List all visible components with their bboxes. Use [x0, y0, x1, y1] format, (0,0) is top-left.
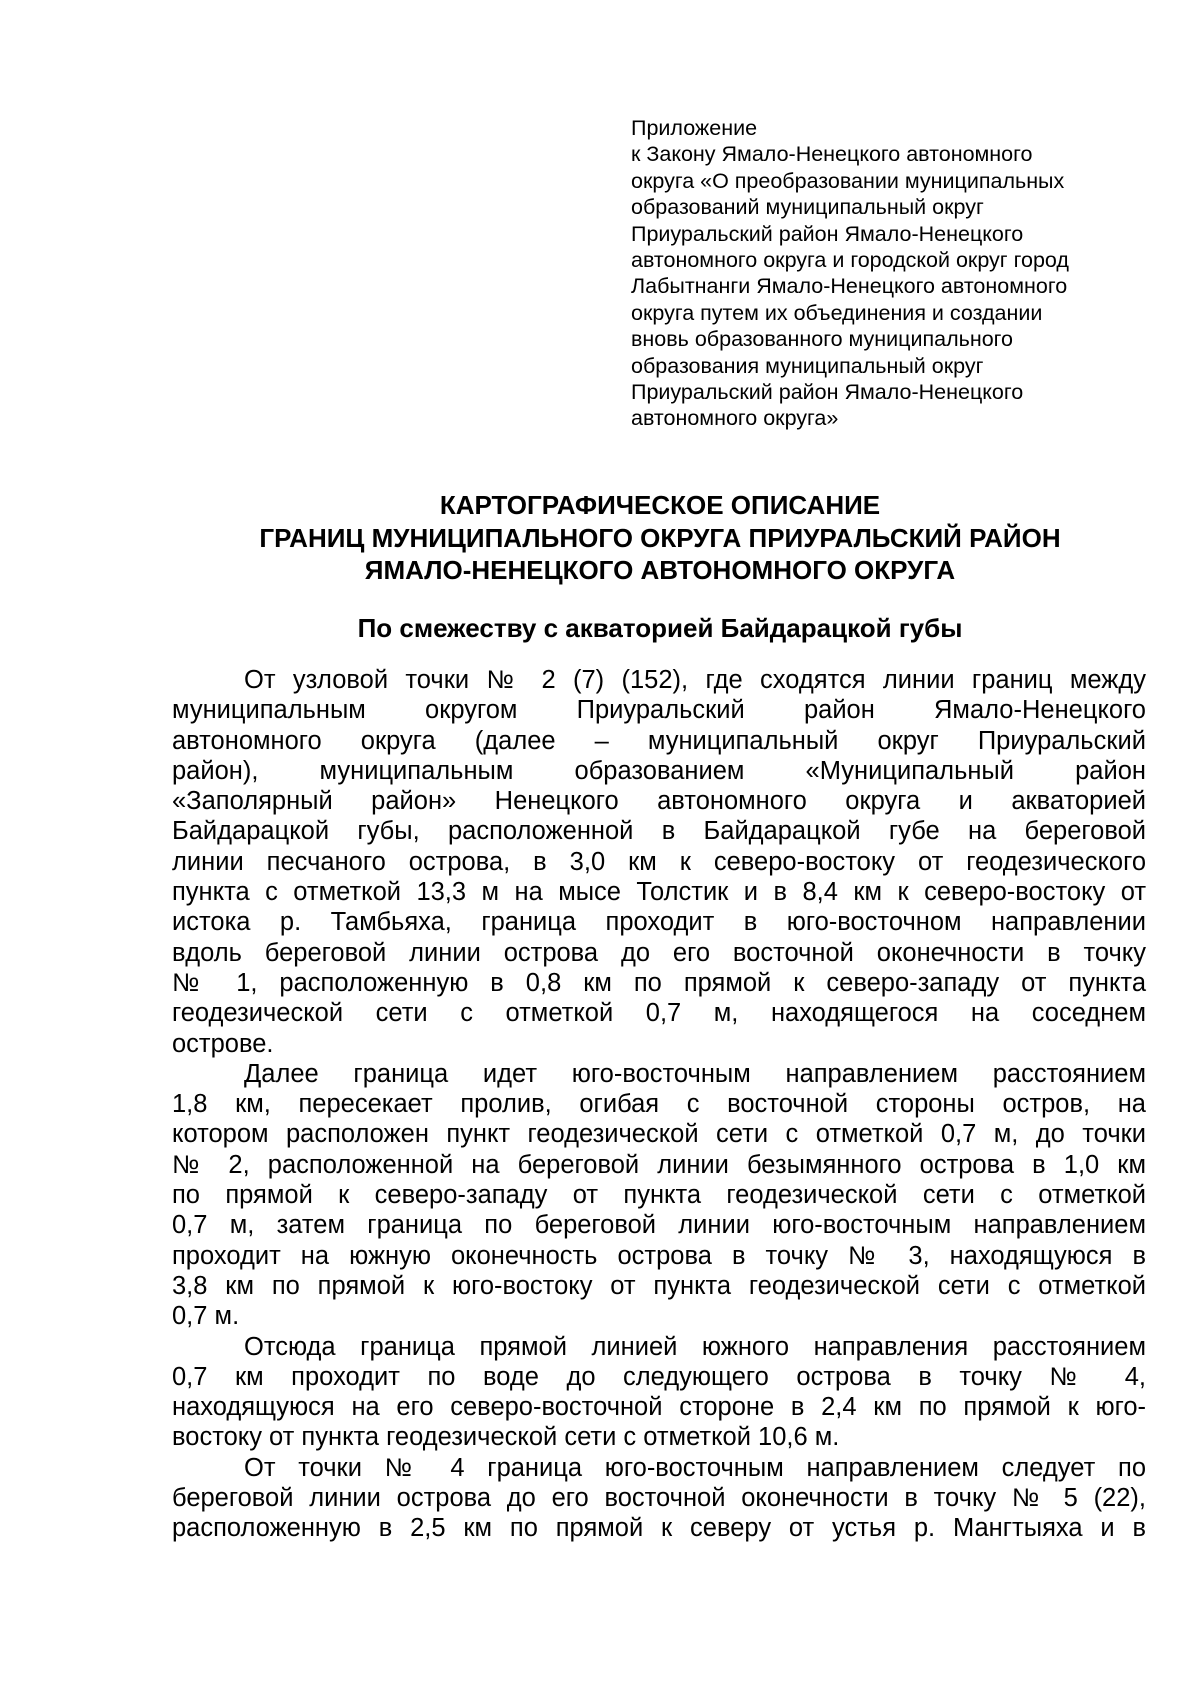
- text-line: район), муниципальным образованием «Муниципальный район: [172, 756, 1146, 785]
- section-heading: По смежеству с акваторией Байдарацкой губы: [357, 613, 963, 643]
- text-line: От точки № 4 граница юго-восточным направлением следует по: [244, 1453, 1146, 1482]
- text-line: Отсюда граница прямой линией южного направления расстоянием: [244, 1332, 1146, 1361]
- text-line: острове.: [172, 1029, 274, 1058]
- text-line: автономного округа (далее – муниципальный округ Приуральский: [172, 726, 1146, 755]
- appendix-line: Приуральский район Ямало-Ненецкого: [631, 380, 1024, 405]
- paragraph-4: [172, 1453, 1146, 1544]
- appendix-line: округа путем их объединения и создании: [631, 300, 1043, 325]
- text-line: котором расположен пункт геодезической сети с отметкой 0,7 м, до точки: [172, 1120, 1146, 1149]
- appendix-line: Приуральский район Ямало-Ненецкого: [631, 221, 1024, 246]
- appendix-line: Лабытнанги Ямало-Ненецкого автономного: [631, 274, 1068, 299]
- text-line: вдоль береговой линии острова до его восточной оконечности в точку: [172, 938, 1146, 967]
- title-line: ГРАНИЦ МУНИЦИПАЛЬНОГО ОКРУГА ПРИУРАЛЬСКИЙ РАЙОН: [259, 522, 1061, 553]
- paragraph-3: [172, 1332, 1146, 1453]
- text-line: востоку от пункта геодезической сети с отметкой 10,6 м.: [172, 1423, 840, 1452]
- text-line: геодезической сети с отметкой 0,7 м, находящегося на соседнем: [172, 999, 1146, 1028]
- text-line: береговой линии острова до его восточной оконечности в точку № 5 (22),: [172, 1484, 1146, 1513]
- appendix-line: образований муниципальный округ: [631, 195, 984, 220]
- text-line: истока р. Тамбьяха, граница проходит в юго-восточном направлении: [172, 908, 1146, 937]
- appendix-line: Приложение: [631, 116, 758, 140]
- document-body: [172, 665, 1146, 1544]
- text-line: проходит на южную оконечность острова в точку № 3, находящуюся в: [172, 1241, 1146, 1270]
- text-line: расположенную в 2,5 км по прямой к северу от устья р. Мангтыяха и в: [172, 1514, 1146, 1543]
- text-line: 0,7 м, затем граница по береговой линии юго-восточным направлением: [172, 1211, 1146, 1240]
- text-line: № 2, расположенной на береговой линии безымянного острова в 1,0 км: [172, 1150, 1146, 1179]
- text-line: муниципальным округом Приуральский район Ямало-Ненецкого: [172, 696, 1146, 725]
- document-title: [170, 489, 1150, 587]
- paragraph-2: [172, 1059, 1146, 1332]
- appendix-line: округа «О преобразовании муниципальных: [631, 168, 1065, 193]
- text-line: пункта с отметкой 13,3 м на мысе Толстик и в 8,4 км к северо-востоку от: [172, 878, 1146, 907]
- title-line: КАРТОГРАФИЧЕСКОЕ ОПИСАНИЕ: [439, 490, 881, 520]
- appendix-line: вновь образованного муниципального: [631, 327, 1013, 352]
- text-line: Далее граница идет юго-восточным направлением расстоянием: [244, 1059, 1146, 1088]
- appendix-line: автономного округа»: [631, 406, 839, 431]
- text-line: 0,7 км проходит по воде до следующего острова в точку № 4,: [172, 1362, 1146, 1391]
- appendix-line: образования муниципальный округ: [631, 353, 984, 378]
- appendix-note: [631, 115, 1151, 432]
- text-line: 1,8 км, пересекает пролив, огибая с восточной стороны остров, на: [172, 1090, 1146, 1119]
- text-line: 0,7 м.: [172, 1302, 240, 1331]
- text-line: по прямой к северо-западу от пункта геодезической сети с отметкой: [172, 1181, 1146, 1210]
- text-line: 3,8 км по прямой к юго-востоку от пункта геодезической сети с отметкой: [172, 1271, 1146, 1300]
- text-line: находящуюся на его северо-восточной стороне в 2,4 км по прямой к юго-: [172, 1393, 1146, 1422]
- appendix-line: к Закону Ямало-Ненецкого автономного: [631, 142, 1033, 167]
- appendix-line: автономного округа и городской округ город: [631, 248, 1069, 273]
- title-line: ЯМАЛО-НЕНЕЦКОГО АВТОНОМНОГО ОКРУГА: [364, 555, 956, 585]
- text-line: От узловой точки № 2 (7) (152), где сходятся линии границ между: [244, 666, 1146, 694]
- text-line: «Заполярный район» Ненецкого автономного округа и акваторией: [172, 787, 1146, 816]
- text-line: № 1, расположенную в 0,8 км по прямой к северо-западу от пункта: [172, 968, 1146, 997]
- text-line: Байдарацкой губы, расположенной в Байдарацкой губе на береговой: [172, 817, 1146, 846]
- text-line: линии песчаного острова, в 3,0 км к северо-востоку от геодезического: [172, 847, 1146, 876]
- paragraph-1: [172, 665, 1146, 1059]
